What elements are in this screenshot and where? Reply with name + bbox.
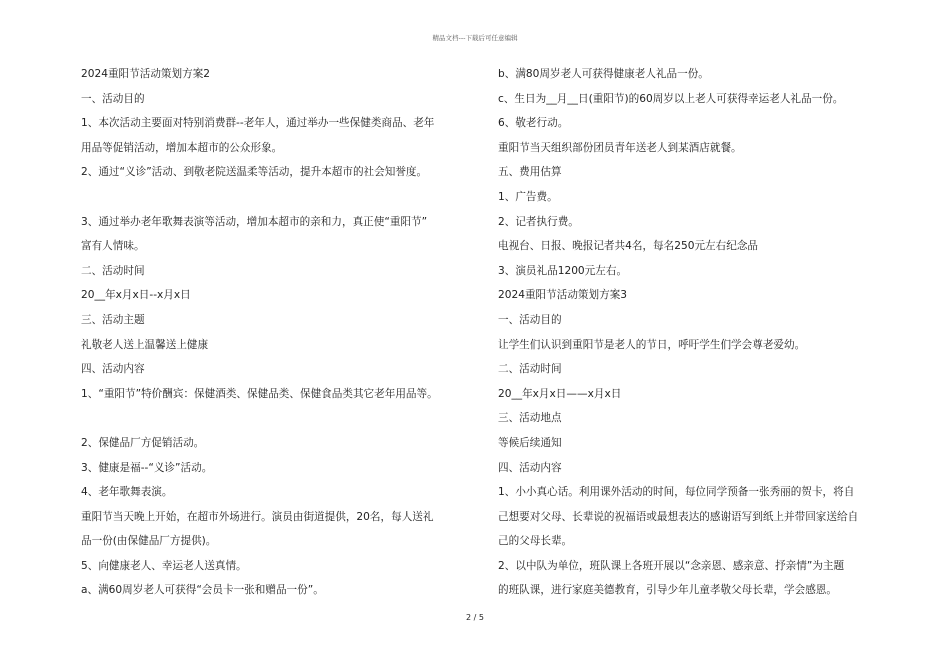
paragraph-line: c、生日为__月__日(重阳节)的60周岁以上老人可获得幸运老人礼品一份。 <box>498 92 844 105</box>
paragraph-line: 1、本次活动主要面对特别消费群--老年人，通过举办一些保健类商品、老年 <box>81 117 435 130</box>
paragraph-line: 3、通过举办老年歌舞表演等活动，增加本超市的亲和力，真正使“重阳节” <box>81 215 428 228</box>
blank-line <box>81 406 473 431</box>
right-column <box>498 62 890 603</box>
paragraph-line: 品一份(由保健品厂方提供)。 <box>81 535 217 548</box>
section-heading: 一、活动目的 <box>498 313 562 326</box>
paragraph-line: 20__年x月x日--x月x日 <box>81 289 191 302</box>
paragraph-line: 2、以中队为单位，班队课上各班开展以“念亲恩、感亲意、抒亲情”为主题 <box>498 559 845 572</box>
paragraph-line: 2、保健品厂方促销活动。 <box>81 436 205 449</box>
section-heading: 三、活动地点 <box>498 412 562 425</box>
paragraph-line: 礼敬老人送上温馨送上健康 <box>81 338 209 351</box>
paragraph-line: 富有人情味。 <box>81 240 145 253</box>
paragraph-line: 6、敬老行动。 <box>498 117 569 130</box>
paragraph-line: 4、老年歌舞表演。 <box>81 486 173 499</box>
paragraph-line: 3、健康是福--“义诊”活动。 <box>81 461 213 474</box>
doc-title-3: 2024重阳节活动策划方案3 <box>498 289 628 302</box>
section-heading: 四、活动内容 <box>498 461 562 474</box>
paragraph-line: a、满60周岁老人可获得“会员卡一张和赠品一份”。 <box>81 584 324 597</box>
section-heading: 三、活动主题 <box>81 313 145 326</box>
paragraph-line: b、满80周岁老人可获得健康老人礼品一份。 <box>498 68 709 80</box>
paragraph-line: 电视台、日报、晚报记者共4名，每名250元左右纪念品 <box>498 240 759 253</box>
page-header: 精品文档---下载后可任意编辑 <box>432 34 518 42</box>
paragraph-line: 用品等促销活动，增加本超市的公众形象。 <box>81 141 283 154</box>
paragraph-line: 让学生们认识到重阳节是老人的节日，呼吁学生们学会尊老爱幼。 <box>498 338 806 351</box>
paragraph-line: 3、演员礼品1200元左右。 <box>498 264 628 277</box>
paragraph-line: 20__年x月x日——x月x日 <box>498 387 622 400</box>
section-heading: 二、活动时间 <box>498 363 562 376</box>
paragraph-line: 1、广告费。 <box>498 190 558 203</box>
paragraph-line: 己的父母长辈。 <box>498 535 573 548</box>
page-number: 2 / 5 <box>466 613 484 622</box>
paragraph-line: 1、“重阳节”特价酬宾：保健酒类、保健品类、保健食品类其它老年用品等。 <box>81 387 438 400</box>
paragraph-line: 重阳节当天晚上开始，在超市外场进行。演员由街道提供，20名，每人送礼 <box>81 510 434 523</box>
paragraph-line: 1、小小真心话。利用课外活动的时间，每位同学预备一张秀丽的贺卡，将自 <box>498 486 855 499</box>
paragraph-line: 2、通过“义诊”活动、到敬老院送温柔等活动，提升本超市的社会知誉度。 <box>81 166 428 179</box>
section-heading: 四、活动内容 <box>81 363 145 376</box>
paragraph-line: 重阳节当天组织部份团员青年送老人到某酒店就餐。 <box>498 141 742 154</box>
section-heading: 二、活动时间 <box>81 264 145 277</box>
section-heading: 五、费用估算 <box>498 166 562 179</box>
left-column <box>81 62 473 603</box>
doc-title-2: 2024重阳节活动策划方案2 <box>81 68 211 80</box>
paragraph-line: 2、记者执行费。 <box>498 215 579 228</box>
section-heading: 一、活动目的 <box>81 92 145 105</box>
blank-line <box>81 185 473 210</box>
paragraph-line: 等候后续通知 <box>498 436 562 449</box>
paragraph-line: 5、向健康老人、幸运老人送真情。 <box>81 559 247 572</box>
paragraph-line: 己想要对父母、长辈说的祝福语或最想表达的感谢语写到纸上并带回家送给自 <box>498 510 859 523</box>
paragraph-line: 的班队课，进行家庭美德教育，引导少年儿童孝敬父母长辈，学会感恩。 <box>498 584 837 597</box>
